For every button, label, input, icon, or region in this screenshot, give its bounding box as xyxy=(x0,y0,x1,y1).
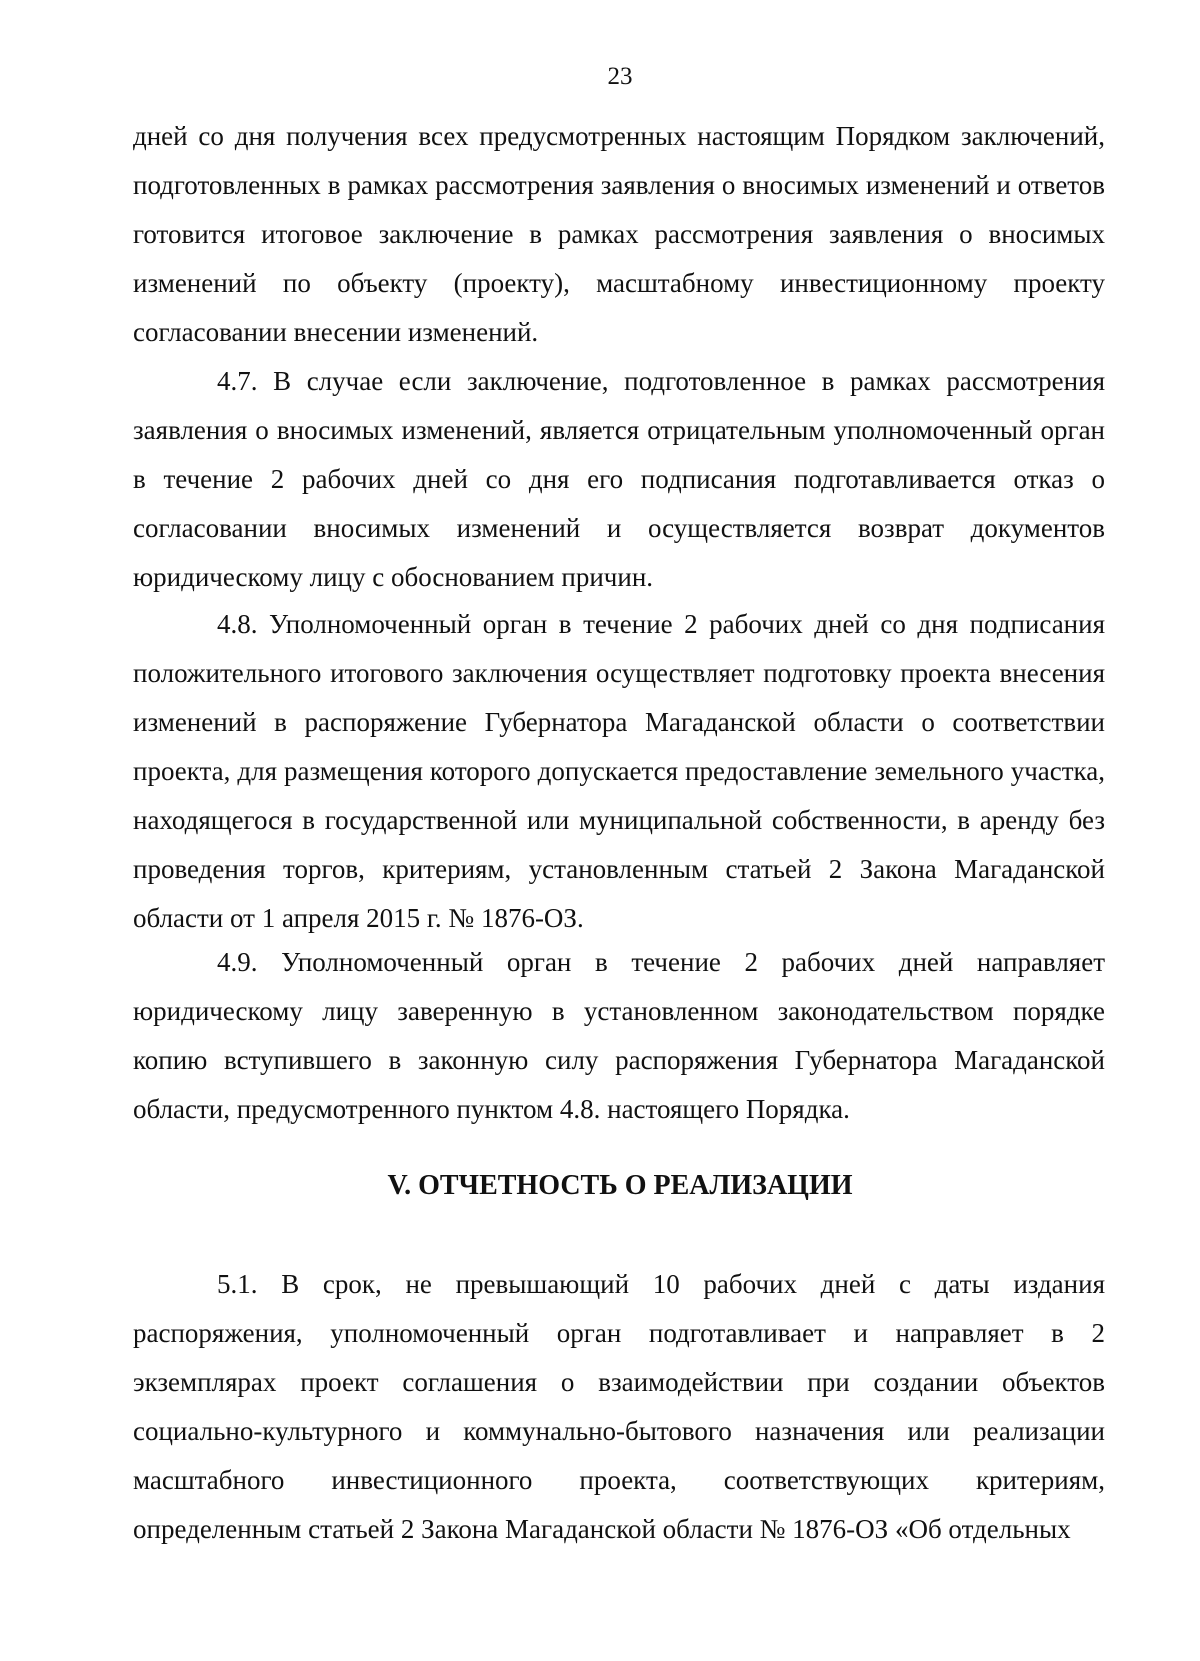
paragraph-4-9: 4.9. Уполномоченный орган в течение 2 рабочих дней направляет юридическому лицу заверенную в установленном законодательством порядке копию вступившего в законную силу распоряжения Губернатора Магаданской области, предусмотренного пунктом 4.8. настоящего Порядка. xyxy=(133,947,1105,1124)
paragraph-continuation: дней со дня получения всех предусмотренных настоящим Порядком заключений, подготовленных в рамках рассмотрения заявления о вносимых изменений и ответов готовится итоговое заключение в рамках рассмотрения заявления о вносимых изменений по объекту (проекту), масштабному инвестиционному проекту согласовании внесении изменений. xyxy=(133,121,1105,347)
section-heading-v: V. ОТЧЕТНОСТЬ О РЕАЛИЗАЦИИ xyxy=(387,1170,853,1201)
paragraph-4-7: 4.7. В случае если заключение, подготовленное в рамках рассмотрения заявления о вносимых изменений, является отрицательным уполномоченный орган в течение 2 рабочих дней со дня его подписания подготавливается отказ о согласовании вносимых изменений и осуществляется возврат документов юридическому лицу с обоснованием причин. xyxy=(133,366,1105,592)
page-number: 23 xyxy=(607,63,633,90)
paragraph-4-8: 4.8. Уполномоченный орган в течение 2 рабочих дней со дня подписания положительного итогового заключения осуществляет подготовку проекта внесения изменений в распоряжение Губернатора Магаданской области о соответствии проекта, для размещения которого допускается предоставление земельного участка, находящегося в государственной или муниципальной собственности, в аренду без проведения торгов, критериям, установленным статьей 2 Закона Магаданской области от 1 апреля 2015 г. № 1876-ОЗ. xyxy=(133,609,1105,933)
paragraph-5-1: 5.1. В срок, не превышающий 10 рабочих дней с даты издания распоряжения, уполномоченный орган подготавливает и направляет в 2 экземплярах проект соглашения о взаимодействии при создании объектов социально-культурного и коммунально-бытового назначения или реализации масштабного инвестиционного проекта, соответствующих критериям, определенным статьей 2 Закона Магаданской области № 1876-ОЗ «Об отдельных xyxy=(133,1269,1105,1544)
